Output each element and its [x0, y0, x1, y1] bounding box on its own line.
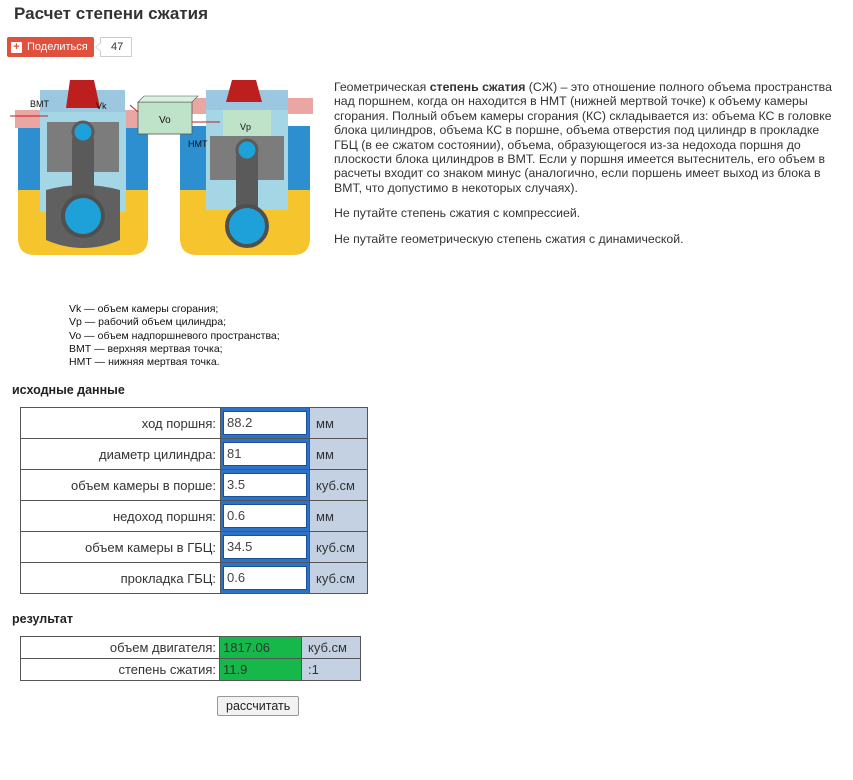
engine-volume-value: 1817.06 — [220, 637, 302, 659]
engine-tdc — [177, 80, 313, 255]
piston-chamber-input[interactable] — [221, 470, 310, 501]
input-unit: куб.см — [310, 470, 368, 501]
legend-item: Vo — объем надпоршневого пространства; — [69, 329, 280, 342]
result-unit: куб.см — [302, 637, 361, 659]
table-row — [21, 408, 368, 439]
legend-item: ВМТ — верхняя мертвая точка; — [69, 342, 223, 355]
description — [334, 80, 834, 257]
bore-input[interactable] — [221, 439, 310, 470]
compression-ratio-value: 11.9 — [220, 659, 302, 681]
inputs-heading: исходные данные — [12, 383, 125, 397]
head-chamber-input[interactable] — [221, 532, 310, 563]
input-unit: мм — [310, 501, 368, 532]
results-table — [20, 636, 361, 681]
gasket-input[interactable] — [221, 563, 310, 594]
vo-label: Vo — [159, 115, 171, 126]
share-button[interactable] — [7, 37, 94, 57]
table-row — [21, 563, 368, 594]
diagram-legend — [69, 303, 280, 369]
result-label: степень сжатия: — [21, 659, 220, 681]
description-text: Геометрическая — [334, 80, 430, 94]
table-row — [21, 637, 361, 659]
table-row — [21, 470, 368, 501]
page-title: Расчет степени сжатия — [14, 4, 208, 23]
legend-item: НМТ — нижняя мертвая точка. — [69, 356, 220, 369]
engine-diagram — [10, 80, 325, 275]
inputs-table — [20, 407, 368, 594]
input-label: объем камеры в ГБЦ: — [21, 532, 221, 563]
input-value[interactable]: 34.5 — [223, 535, 307, 559]
input-unit: мм — [310, 439, 368, 470]
description-paragraph — [334, 80, 834, 195]
input-value[interactable]: 81 — [223, 442, 307, 466]
input-unit: куб.см — [310, 563, 368, 594]
input-value[interactable]: 3.5 — [223, 473, 307, 497]
description-text: (СЖ) – это отношение полного объема пространства над поршнем, когда он находится в НМТ (нижней мертвой точке) к объему камеры сгорания. Полный объем камеры сгорания (КС) складывается из: объема КС в головке блока цилиндров, объема КС в поршне, объема отверстия под цилиндр в прокладке ГБЦ (в ее сжатом состоянии), объема, образующегося из-за недохода поршня до плоскости блока цилиндров в ВМТ. Если у поршня имеется вытеснитель, его объем в расчеты входит со знаком минус (аналогично, если поршень имеет выход из блока в ВМТ, что допустимо в некоторых случаях). — [334, 80, 832, 195]
results-heading: результат — [12, 612, 73, 626]
input-label: прокладка ГБЦ: — [21, 563, 221, 594]
table-row — [21, 532, 368, 563]
input-unit: мм — [310, 408, 368, 439]
nmt-label: НМТ — [188, 139, 208, 149]
table-row — [21, 659, 361, 681]
share-count: 47 — [100, 37, 132, 57]
input-label: недоход поршня: — [21, 501, 221, 532]
vp-label: Vp — [240, 122, 252, 132]
bmt-label: ВМТ — [30, 99, 49, 109]
input-unit: куб.см — [310, 532, 368, 563]
table-row — [21, 501, 368, 532]
stroke-input[interactable] — [221, 408, 310, 439]
input-label: ход поршня: — [21, 408, 221, 439]
input-value[interactable]: 88.2 — [223, 411, 307, 435]
plus-icon: + — [11, 42, 22, 53]
table-row — [21, 439, 368, 470]
input-label: объем камеры в порше: — [21, 470, 221, 501]
input-value[interactable]: 0.6 — [223, 504, 307, 528]
description-note: Не путайте степень сжатия с компрессией. — [334, 206, 581, 221]
vk-label: Vk — [96, 101, 107, 111]
input-label: диаметр цилиндра: — [21, 439, 221, 470]
result-unit: :1 — [302, 659, 361, 681]
result-label: объем двигателя: — [21, 637, 220, 659]
share-label: Поделиться — [27, 41, 88, 53]
description-bold-term: степень сжатия — [429, 80, 526, 94]
legend-item: Vk — объем камеры сгорания; — [69, 303, 219, 315]
input-value[interactable]: 0.6 — [223, 566, 307, 590]
description-note: Не путайте геометрическую степень сжатия с динамической. — [334, 231, 684, 246]
legend-item: Vp — рабочий объем цилиндра; — [69, 316, 227, 329]
calculate-button[interactable]: рассчитать — [217, 696, 299, 716]
deck-clearance-input[interactable] — [221, 501, 310, 532]
